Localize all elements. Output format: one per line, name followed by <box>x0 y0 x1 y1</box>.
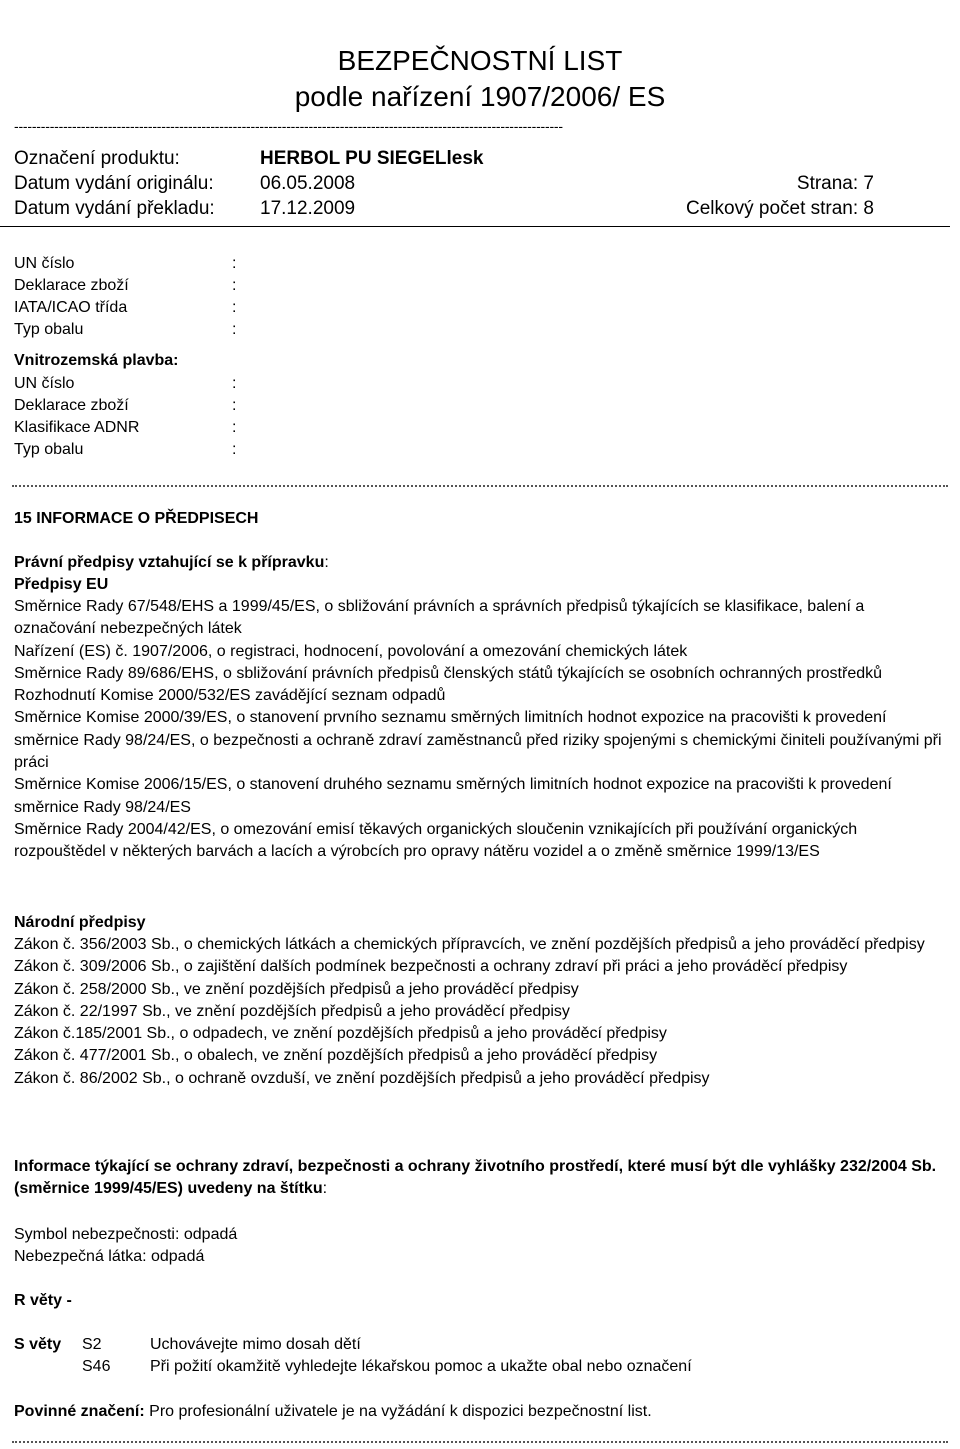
row-separator: : <box>232 299 237 316</box>
total-pages: Celkový počet stran: 8 <box>686 198 874 219</box>
row-separator: : <box>232 255 237 272</box>
row-separator: : <box>232 397 237 414</box>
row-label: Deklarace zboží <box>14 397 129 414</box>
transport-row <box>14 395 129 417</box>
list-item: Směrnice Rady 89/686/EHS, o sbližování právních předpisů členských států týkajících se osobních ochranných prostředků <box>14 664 883 682</box>
section-heading: 15 INFORMACE O PŘEDPISECH <box>14 510 259 527</box>
transport-row <box>14 275 129 297</box>
inland-heading: Vnitrozemská plavba: <box>14 352 179 369</box>
document-title: BEZPEČNOSTNÍ LIST <box>337 45 623 76</box>
row-separator: : <box>232 441 237 458</box>
product-name: HERBOL PU SIEGELlesk <box>260 148 484 169</box>
row-separator: : <box>232 321 237 338</box>
document-subtitle: podle nařízení 1907/2006/ ES <box>294 81 666 112</box>
list-item: Zákon č.185/2001 Sb., o odpadech, ve znění pozdějších předpisů a jeho prováděcí předpisy <box>14 1025 667 1043</box>
transport-row <box>14 373 74 395</box>
s-phrases-label: S věty <box>14 1336 62 1353</box>
r-phrases-label: R věty - <box>14 1292 72 1309</box>
header-dash-line: --------------------------------------------------------------------------------------------------------------------------- <box>14 118 563 134</box>
footer-divider <box>12 1441 948 1443</box>
list-item: Směrnice Komise 2000/39/ES, o stanovení prvního seznamu směrných limitních hodnot expozice na pracovišti k provedení směrnice Rady 98/24/ES, o bezpečnosti a ochraně zdraví zaměstnanců před riziky spojenými s chemickými činiteli používanými při práci <box>14 709 942 772</box>
transport-row <box>14 417 139 439</box>
s-phrase-code: S2 <box>82 1336 102 1353</box>
transport-row <box>14 297 127 319</box>
header-rule <box>0 226 950 227</box>
eu-regulations-list <box>14 596 944 864</box>
orig-date-value: 06.05.2008 <box>260 173 356 194</box>
hazardous-substance: Nebezpečná látka: odpadá <box>14 1248 205 1265</box>
list-item: Zákon č. 22/1997 Sb., ve znění pozdějších předpisů a jeho prováděcí předpisy <box>14 1002 570 1020</box>
product-label: Označení produktu: <box>14 148 180 169</box>
trans-date-label: Datum vydání překladu: <box>14 198 215 219</box>
list-item: Zákon č. 356/2003 Sb., o chemických látkách a chemických přípravcích, ve znění pozdějších předpisů a jeho prováděcí předpisy <box>14 936 925 953</box>
legal-heading: Právní předpisy vztahující se k přípravku: <box>14 554 329 571</box>
list-item: Rozhodnutí Komise 2000/532/ES zavádějící seznam odpadů <box>14 687 446 705</box>
transport-row <box>14 253 74 275</box>
row-separator: : <box>232 375 237 392</box>
hazard-symbol: Symbol nebezpečnosti: odpadá <box>14 1226 238 1243</box>
list-item: Zákon č. 477/2001 Sb., o obalech, ve znění pozdějších předpisů a jeho prováděcí předpisy <box>14 1047 658 1065</box>
list-item: Směrnice Rady 2004/42/ES, o omezování emisí těkavých organických sloučenin vznikajících při používání organických rozpouštědel v některých barvách a lacích a výrobcích pro opravy nátěru vozidel a o změně směrnice 1999/13/ES <box>14 820 858 861</box>
transport-row <box>14 439 83 461</box>
list-item: Zákon č. 258/2000 Sb., ve znění pozdějších předpisů a jeho prováděcí předpisy <box>14 980 579 998</box>
mandatory-labeling: Povinné značení: Pro profesionální uživatele je na vyžádání k dispozici bezpečnostní list. <box>14 1403 652 1420</box>
row-separator: : <box>232 277 237 294</box>
s-phrase-code: S46 <box>82 1358 111 1375</box>
row-label: Typ obalu <box>14 441 84 458</box>
s-phrase-text: Při požití okamžitě vyhledejte lékařskou pomoc a ukažte obal nebo označení <box>150 1358 692 1375</box>
row-label: Typ obalu <box>14 321 84 338</box>
label-info-paragraph: Informace týkající se ochrany zdraví, bezpečnosti a ochrany životního prostředí, které musí být dle vyhlášky 232/2004 Sb. (směrnice 1999/45/ES) uvedeny na štítku: <box>14 1158 937 1198</box>
national-regulations-list <box>14 934 944 1090</box>
s-phrase-text: Uchovávejte mimo dosah dětí <box>150 1336 361 1353</box>
row-label: Deklarace zboží <box>14 277 129 294</box>
eu-heading: Předpisy EU <box>14 576 109 593</box>
row-label: UN číslo <box>14 375 75 392</box>
row-label: UN číslo <box>14 255 75 272</box>
row-separator: : <box>232 419 237 436</box>
list-item: Nařízení (ES) č. 1907/2006, o registraci, hodnocení, povolování a omezování chemických látek <box>14 642 688 660</box>
transport-row <box>14 319 83 341</box>
orig-date-label: Datum vydání originálu: <box>14 173 214 194</box>
page-number: Strana: 7 <box>796 173 874 194</box>
list-item: Zákon č. 86/2002 Sb., o ochraně ovzduší, ve znění pozdějších předpisů a jeho prováděcí předpisy <box>14 1069 710 1087</box>
list-item: Směrnice Komise 2006/15/ES, o stanovení druhého seznamu směrných limitních hodnot expozice na pracovišti k provedení směrnice Rady 98/24/ES <box>14 776 892 816</box>
section-divider <box>12 485 948 487</box>
list-item: Zákon č. 309/2006 Sb., o zajištění dalších podmínek bezpečnosti a ochrany zdraví při práci a jeho prováděcí předpisy <box>14 958 848 976</box>
list-item: Směrnice Rady 67/548/EHS a 1999/45/ES, o sbližování právních a správních předpisů týkajících se klasifikace, balení a označování nebezpečných látek <box>14 598 865 638</box>
trans-date-value: 17.12.2009 <box>260 198 356 219</box>
row-label: IATA/ICAO třída <box>14 299 128 316</box>
row-label: Klasifikace ADNR <box>14 419 140 436</box>
national-heading: Národní předpisy <box>14 914 146 931</box>
